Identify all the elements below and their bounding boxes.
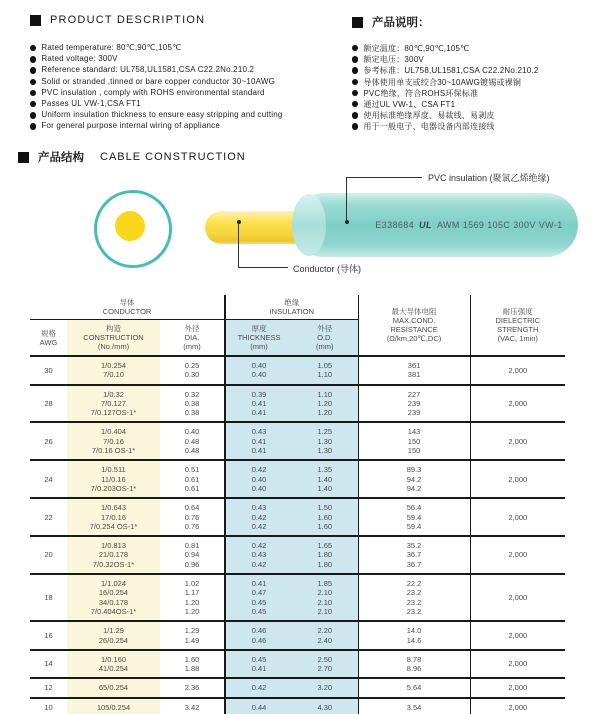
insulation-callout-line-h <box>346 177 422 178</box>
cell-resistance: 227 239 239 <box>358 385 470 423</box>
cell-od: 1.35 1.40 1.40 <box>292 460 358 498</box>
cell-thickness: 0.42 0.40 0.40 <box>225 460 292 498</box>
product-description-header <box>30 14 205 26</box>
spec-table-section <box>30 295 565 714</box>
cell-dia: 0.40 0.48 0.48 <box>160 422 225 460</box>
bullet-icon <box>30 79 36 85</box>
cell-resistance: 8.78 8.96 <box>358 650 470 679</box>
cell-dia: 0.25 0.30 <box>160 356 225 385</box>
table-row <box>30 422 565 460</box>
od-column-header <box>292 320 358 357</box>
table-row <box>30 385 565 423</box>
cable-cert-number: E338684 <box>375 220 415 230</box>
product-description-title: PRODUCT DESCRIPTION <box>50 14 206 26</box>
cell-construction: 1/0.32 7/0.127 7/0.127OS-1* <box>67 385 160 423</box>
cell-awg: 10 <box>44 702 53 712</box>
list-item <box>352 88 603 99</box>
cell-awg: 14 <box>44 659 53 669</box>
cell-construction: 1/0.813 21/0.178 7/0.32OS-1* <box>67 536 160 574</box>
cell-awg: 30 <box>44 365 53 375</box>
list-item <box>30 43 350 54</box>
cell-construction: 1/0.643 17/0.16 7/0.254 OS-1* <box>67 498 160 536</box>
table-row <box>30 621 565 650</box>
list-item <box>30 88 350 99</box>
table-row <box>30 678 565 697</box>
list-item <box>30 110 350 121</box>
list-item-text: Reference standard: UL758,UL1581,CSA C22.2No.210.2 <box>41 65 255 75</box>
resistance-header-line: (Ω/km,20℃,DC) <box>386 334 442 343</box>
dielectric-column-header <box>470 295 565 356</box>
thickness-header-line: (mm) <box>250 342 268 351</box>
cell-thickness: 0.40 0.40 <box>225 356 292 385</box>
dielectric-header-line: 耐压强度 <box>502 307 533 316</box>
dielectric-header-line: STRENGTH <box>497 325 539 334</box>
cell-construction: 1/0.160 41/0.254 <box>67 650 160 679</box>
cell-dielectric: 2,000 <box>508 365 528 375</box>
ul-logo-icon: UL <box>419 220 432 230</box>
list-item-text: 参考标准：UL758,UL1581,CSA C22.2No.210.2 <box>363 66 539 76</box>
od-header-line: O.D. <box>317 333 333 342</box>
bullet-icon <box>30 56 36 62</box>
list-item <box>352 54 603 65</box>
list-item <box>352 110 603 121</box>
construction-header-line: 构造 <box>106 324 121 333</box>
resistance-header-line: MAX.COND. <box>392 316 436 325</box>
cell-thickness: 0.46 0.46 <box>225 621 292 650</box>
cell-dia: 3.42 <box>160 698 225 714</box>
cable-cross-section <box>94 190 172 268</box>
cell-dia: 1.02 1.17 1.20 1.20 <box>160 574 225 621</box>
dielectric-header-line: (VAC, 1min) <box>497 334 538 343</box>
spec-table-body <box>30 356 565 714</box>
conductor-callout-line-h <box>238 267 288 268</box>
cell-resistance: 5.64 <box>358 678 470 697</box>
list-item-text: 使用标准绝缘厚度、易裁线、易剥皮 <box>363 111 495 121</box>
od-header-line: 外径 <box>317 324 333 333</box>
cell-thickness: 0.42 0.43 0.42 <box>225 536 292 574</box>
list-item <box>30 121 350 132</box>
cell-construction: 1/0.511 11/0.16 7/0.203OS-1* <box>67 460 160 498</box>
bullet-icon <box>352 79 358 85</box>
bullet-icon <box>352 90 358 96</box>
cell-awg: 24 <box>44 474 53 484</box>
bullet-icon <box>352 56 358 62</box>
cell-awg: 22 <box>44 512 53 522</box>
cell-awg: 18 <box>44 592 53 602</box>
cell-thickness: 0.42 <box>225 678 292 697</box>
conductor-callout-line-v <box>238 223 239 267</box>
conductor-group-cn: 导体 <box>119 298 135 307</box>
product-description-list <box>30 43 350 133</box>
dia-header-line: 外径 <box>184 324 200 333</box>
cell-od: 1.50 1.60 1.60 <box>292 498 358 536</box>
cell-resistance: 14.0 14.6 <box>358 621 470 650</box>
cell-awg: 16 <box>44 630 53 640</box>
list-item-text: Rated temperature: 80℃,90℃,105℃ <box>41 43 182 52</box>
cell-resistance: 35.2 36.7 36.7 <box>358 536 470 574</box>
cell-dielectric: 2,000 <box>508 436 528 446</box>
list-item <box>352 121 603 132</box>
cell-resistance: 361 381 <box>358 356 470 385</box>
dia-header-line: DIA. <box>184 333 200 342</box>
insulation-group-header <box>225 295 358 320</box>
cell-awg: 12 <box>44 683 53 693</box>
cell-dia: 0.51 0.61 0.61 <box>160 460 225 498</box>
insulation-group-cn: 绝缘 <box>284 298 300 307</box>
cell-od: 1.10 1.20 1.20 <box>292 385 358 423</box>
cell-dia: 0.32 0.38 0.38 <box>160 385 225 423</box>
insulation-label: PVC insulation (聚氯乙烯绝缘) <box>428 173 550 183</box>
resistance-column-header <box>358 295 470 356</box>
cell-resistance: 56.4 59.4 59.4 <box>358 498 470 536</box>
cable-spec-text: AWM 1569 105C 300V VW-1 <box>436 220 563 230</box>
cell-dielectric: 2,000 <box>508 512 528 522</box>
dia-column-header <box>160 320 225 357</box>
list-item <box>30 77 350 88</box>
cell-od: 1.25 1.30 1.30 <box>292 422 358 460</box>
cable-print-text <box>292 193 578 257</box>
cell-dia: 0.81 0.94 0.96 <box>160 536 225 574</box>
cell-construction: 1/1.024 16/0.254 34/0.178 7/0.404OS-1* <box>67 574 160 621</box>
construction-column-header <box>67 320 160 357</box>
list-item-text: 导体使用单支或绞合30~10AWG镀锡或裸铜 <box>363 77 522 87</box>
cell-dielectric: 2,000 <box>508 550 528 560</box>
list-item-text: 额定电压：300V <box>363 55 424 65</box>
awg-header-line: AWG <box>39 337 58 347</box>
bullet-icon <box>352 67 358 73</box>
section-square-icon <box>352 17 363 28</box>
product-notes-cn-title: 产品说明： <box>372 17 430 29</box>
bullet-icon <box>352 45 358 51</box>
list-item-text: 通过UL VW-1、CSA FT1 <box>363 99 456 109</box>
bullet-icon <box>352 123 358 129</box>
thickness-column-header <box>225 320 292 357</box>
cell-od: 2.20 2.40 <box>292 621 358 650</box>
list-item <box>30 99 350 110</box>
bullet-icon <box>30 112 36 118</box>
conductor-core-dot <box>115 211 145 241</box>
cell-awg: 28 <box>44 398 53 408</box>
resistance-header-line: RESISTANCE <box>390 325 438 334</box>
cell-dielectric: 2,000 <box>508 474 528 484</box>
dielectric-header-line: DIELECTRIC <box>495 316 541 325</box>
resistance-header-line: 最大导体电阻 <box>391 307 437 316</box>
bullet-icon <box>352 112 358 118</box>
section-square-icon <box>30 15 41 26</box>
cell-construction: 1/0.254 7/0.10 <box>67 356 160 385</box>
conductor-label: Conductor (导体) <box>293 264 362 274</box>
construction-header-line: (No./mm) <box>97 342 130 351</box>
dia-header-line: (mm) <box>183 342 201 351</box>
list-item-text: 用于一般电子、电器设备内部连接线 <box>363 122 495 132</box>
construction-title-en: CABLE CONSTRUCTION <box>100 151 246 163</box>
bullet-icon <box>30 45 36 51</box>
cell-resistance: 89.3 94.2 94.2 <box>358 460 470 498</box>
insulation-group-en: INSULATION <box>269 307 315 316</box>
cell-dielectric: 2,000 <box>508 398 528 408</box>
bullet-icon <box>30 123 36 129</box>
list-item-text: Solid or stranded ,tinned or bare copper conductor 30~10AWG <box>41 76 276 86</box>
cell-dielectric: 2,000 <box>508 630 528 640</box>
cell-od: 3.20 <box>292 678 358 697</box>
spec-table <box>30 295 565 714</box>
cell-resistance: 143 150 150 <box>358 422 470 460</box>
cell-dia: 2.36 <box>160 678 225 697</box>
cell-od: 1.85 2.10 2.10 2.10 <box>292 574 358 621</box>
insulation-callout-line-v <box>346 177 347 222</box>
cell-construction: 1/0.404 7/0.16 7/0.16 OS-1* <box>67 422 160 460</box>
cell-dia: 1.60 1.88 <box>160 650 225 679</box>
cell-dielectric: 2,000 <box>508 659 528 669</box>
construction-title-cn: 产品结构 <box>38 152 84 164</box>
cell-awg: 26 <box>44 436 53 446</box>
list-item <box>352 77 603 88</box>
cell-awg: 20 <box>44 550 53 560</box>
list-item-text: PVC insulation , comply with ROHS environmental standard <box>41 87 265 97</box>
cell-od: 1.65 1.80 1.80 <box>292 536 358 574</box>
list-item <box>352 65 603 76</box>
awg-column-header <box>30 320 67 357</box>
table-row <box>30 574 565 621</box>
table-row <box>30 698 565 714</box>
list-item-text: 额定温度：80℃,90℃,105℃ <box>363 44 470 53</box>
list-item <box>352 43 603 54</box>
list-item <box>352 99 603 110</box>
list-item-text: PVC绝缘，符合ROHS环保标准 <box>363 88 479 98</box>
conductor-group-en: CONDUCTOR <box>102 307 152 316</box>
cell-thickness: 0.44 <box>225 698 292 714</box>
section-square-icon <box>18 152 29 163</box>
list-item <box>30 54 350 65</box>
table-row <box>30 498 565 536</box>
awg-header-line: 规格 <box>41 328 56 338</box>
cell-dielectric: 2,000 <box>508 683 528 693</box>
table-row <box>30 536 565 574</box>
bullet-icon <box>30 90 36 96</box>
bullet-icon <box>30 67 36 73</box>
cell-thickness: 0.43 0.41 0.41 <box>225 422 292 460</box>
cell-thickness: 0.43 0.42 0.42 <box>225 498 292 536</box>
list-item <box>30 65 350 76</box>
bullet-icon <box>352 101 358 107</box>
thickness-header-line: THICKNESS <box>237 333 281 342</box>
list-item-text: Uniform insulation thickness to ensure easy stripping and cutting <box>41 110 283 120</box>
cell-dielectric: 2,000 <box>508 702 528 712</box>
cell-resistance: 3.54 <box>358 698 470 714</box>
cell-od: 4.30 <box>292 698 358 714</box>
table-row <box>30 650 565 679</box>
conductor-group-header <box>30 295 225 320</box>
product-notes-cn-list <box>352 43 603 133</box>
cell-dia: 1.29 1.49 <box>160 621 225 650</box>
cell-construction: 65/0.254 <box>67 678 160 697</box>
cell-dielectric: 2,000 <box>508 592 528 602</box>
list-item-text: Passes UL VW-1,CSA FT1 <box>41 98 141 108</box>
cell-thickness: 0.45 0.41 <box>225 650 292 679</box>
cable-construction-header <box>18 149 246 165</box>
cell-thickness: 0.41 0.47 0.45 0.45 <box>225 574 292 621</box>
cell-resistance: 22.2 23.2 23.2 23.2 <box>358 574 470 621</box>
cell-dia: 0.64 0.76 0.76 <box>160 498 225 536</box>
list-item-text: For general purpose internal wiring of appliance <box>41 121 220 131</box>
cell-od: 1.05 1.10 <box>292 356 358 385</box>
cell-od: 2.50 2.70 <box>292 650 358 679</box>
bullet-icon <box>30 101 36 107</box>
od-header-line: (mm) <box>316 342 334 351</box>
construction-header-line: CONSTRUCTION <box>83 333 144 342</box>
thickness-header-line: 厚度 <box>251 324 267 333</box>
list-item-text: Rated voltage: 300V <box>41 54 118 64</box>
table-row <box>30 356 565 385</box>
product-notes-cn-header <box>352 14 430 30</box>
cell-construction: 105/0.254 <box>67 698 160 714</box>
table-row <box>30 460 565 498</box>
cell-thickness: 0.39 0.41 0.41 <box>225 385 292 423</box>
cell-construction: 1/1.29 26/0.254 <box>67 621 160 650</box>
